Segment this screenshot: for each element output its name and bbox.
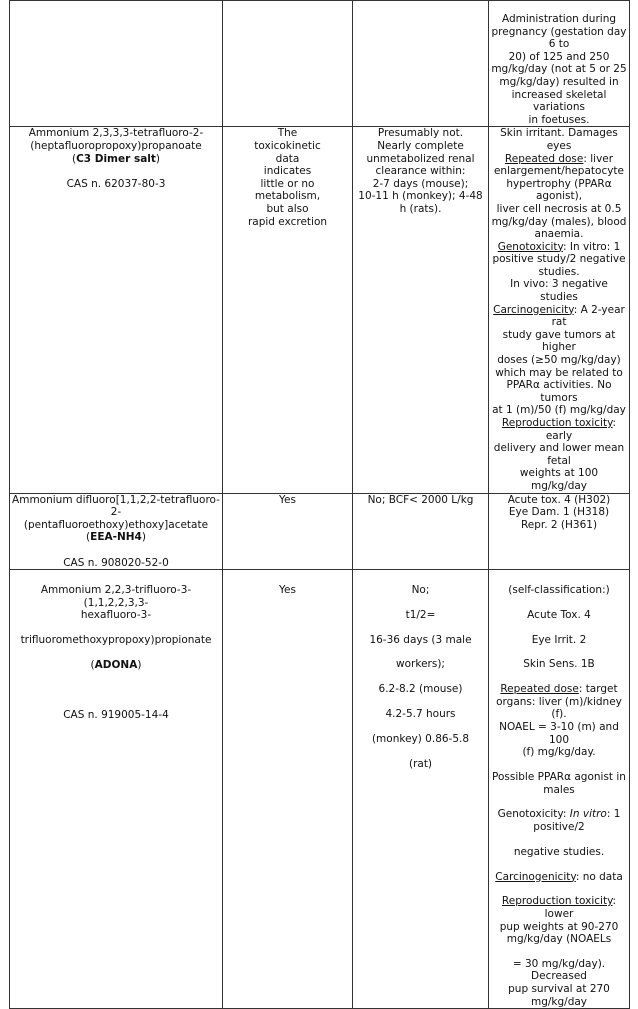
table-row bbox=[10, 127, 630, 493]
toxicokinetics-line: but also bbox=[266, 202, 309, 215]
toxicokinetics-line: data bbox=[275, 152, 300, 165]
genotoxicity-label: Genotoxicity: bbox=[497, 808, 570, 821]
classification-line: Eye Dam. 1 (H318) bbox=[508, 506, 610, 519]
substance-name-line: Ammonium difluoro[1,1,2,2-tetrafluoro-2- bbox=[12, 493, 220, 519]
toxicity-cell bbox=[489, 493, 630, 570]
bioaccumulation-cell bbox=[353, 1, 489, 127]
repeated-dose-label: Repeated dose bbox=[500, 683, 579, 696]
substance-cell: Ammonium 2,3,3,3-tetrafluoro-2- (heptafluoropropoxy)propanoate (C3 Dimer salt) CAS n. 62037-80-3 bbox=[10, 127, 223, 493]
bioaccumulation-line: h (rats). bbox=[399, 202, 442, 215]
toxicity-line: 20) of 125 and 250 bbox=[508, 50, 610, 63]
cas-number: CAS n. 62037-80-3 bbox=[66, 177, 166, 190]
substance-name-line: Ammonium 2,3,3,3-tetrafluoro-2- bbox=[28, 127, 204, 140]
cas-number: CAS n. 908020-52-0 bbox=[63, 556, 169, 569]
bioaccumulation-value: No; BCF< 2000 L/kg bbox=[367, 493, 474, 506]
toxicity-line: Administration during bbox=[501, 13, 617, 25]
substance-cell: Ammonium 2,2,3-trifluoro-3-(1,1,2,2,3,3- hexafluoro-3- trifluoromethoxypropoxy)propionate (ADONA) CAS n. 919005-14-4 bbox=[10, 570, 223, 1009]
toxicity-line: mg/kg/day) resulted in bbox=[499, 75, 619, 88]
toxicity-cell: Skin irritant. Damages eyes Repeated dose: liver enlargement/hepatocyte hypertrophy (PPARα agonist), liver cell necrosis at 0.5 mg/kg/day (males), blood anaemia. Genotoxicity: In vitro: 1 positive study/2 negative studies. In vivo: 3 negative studies Carcinogenicity: A 2-year rat study gave tumors at higher doses (≥50 mg/kg/day) which may be related to PPARα activities. No tumors at 1 (m)/50 (f) mg/kg/day Reproduction toxicity: early delivery and lower mean fetal weights at 100 mg/kg/day bbox=[489, 127, 630, 493]
toxicokinetics-line: little or no bbox=[260, 177, 315, 190]
reproduction-toxicity-label: Reproduction toxicity bbox=[501, 417, 613, 429]
genotoxicity-label: Genotoxicity bbox=[497, 240, 563, 253]
toxicokinetics-line: rapid excretion bbox=[247, 215, 328, 228]
bioaccumulation-line: Nearly complete bbox=[377, 139, 464, 152]
substance-abbreviation: C3 Dimer salt bbox=[76, 152, 156, 165]
repeated-dose-label: Repeated dose bbox=[504, 152, 584, 165]
reproduction-toxicity-label: Reproduction toxicity bbox=[501, 895, 613, 908]
toxicity-line: in foetuses. bbox=[528, 113, 590, 126]
toxicity-line: mg/kg/day (not at 5 or 25 bbox=[491, 63, 627, 76]
substance-cell bbox=[10, 1, 223, 127]
toxicokinetics-line: metabolism, bbox=[254, 190, 321, 203]
bioaccumulation-line: clearance within: bbox=[375, 165, 466, 178]
substance-abbreviation: EEA-NH4 bbox=[90, 531, 142, 544]
cas-number: CAS n. 919005-14-4 bbox=[63, 708, 169, 721]
substance-cell: Ammonium difluoro[1,1,2,2-tetrafluoro-2- (pentafluoroethoxy)ethoxy]acetate (EEA-NH4) CAS n. 908020-52-0 bbox=[10, 493, 223, 570]
toxicokinetics-cell bbox=[223, 570, 353, 1009]
table-row bbox=[10, 570, 630, 1009]
toxicity-line: pregnancy (gestation day 6 to bbox=[491, 25, 627, 51]
toxicokinetics-line: indicates bbox=[263, 165, 312, 178]
substance-name-line: (heptafluoropropoxy)propanoate bbox=[30, 139, 202, 152]
substance-abbreviation: ADONA bbox=[94, 658, 138, 671]
classification-line: Repr. 2 (H361) bbox=[520, 518, 598, 531]
bioaccumulation-cell bbox=[353, 127, 489, 493]
table-row bbox=[10, 493, 630, 570]
toxicokinetics-cell bbox=[223, 127, 353, 493]
substance-name-line: (pentafluoroethoxy)ethoxy]acetate bbox=[23, 518, 209, 531]
toxicity-cell: (self-classification:) Acute Tox. 4 Eye Irrit. 2 Skin Sens. 1B Repeated dose: target organs: liver (m)/kidney (f). NOAEL = 3-10 (m) and 100 (f) mg/kg/day. Possible PPARα agonist in males Genotoxicity: In vitro: 1 positive/2 negative studies. Carcinogenicity: no data Reproduction toxicity: lower pup weights at 90-270 mg/kg/day (NOAELs = 30 mg/kg/day). Decreased pup survival at 270 mg/kg/day bbox=[489, 570, 630, 1009]
toxicokinetics-line: The bbox=[277, 127, 298, 140]
bioaccumulation-cell bbox=[353, 493, 489, 570]
classification-line: Acute tox. 4 (H302) bbox=[507, 493, 611, 506]
substance-table bbox=[9, 0, 630, 1009]
substance-name-line: hexafluoro-3- bbox=[80, 609, 152, 622]
carcinogenicity-label: Carcinogenicity bbox=[495, 870, 576, 883]
toxicity-line: Skin irritant. Damages eyes bbox=[500, 127, 618, 152]
toxicokinetics-cell bbox=[223, 1, 353, 127]
bioaccumulation-line: 2-7 days (mouse); bbox=[372, 177, 469, 190]
bioaccumulation-line: Presumably not. bbox=[377, 127, 464, 140]
substance-name-line: Ammonium 2,2,3-trifluoro-3-(1,1,2,2,3,3- bbox=[40, 584, 192, 609]
toxicokinetics-cell bbox=[223, 493, 353, 570]
carcinogenicity-label: Carcinogenicity bbox=[493, 303, 574, 316]
toxicokinetics-value: Yes bbox=[279, 493, 296, 506]
bioaccumulation-line: 10-11 h (monkey); 4-48 bbox=[358, 190, 483, 203]
substance-name-line: trifluoromethoxypropoxy)propionate bbox=[20, 633, 212, 646]
toxicity-cell bbox=[489, 1, 630, 127]
table-row bbox=[10, 1, 630, 127]
bioaccumulation-line: unmetabolized renal bbox=[366, 152, 475, 165]
bioaccumulation-cell: No; t1/2= 16-36 days (3 male workers); 6.2-8.2 (mouse) 4.2-5.7 hours (monkey) 0.86-5.8 (rat) bbox=[353, 570, 489, 1009]
toxicity-line: increased skeletal variations bbox=[511, 88, 607, 114]
toxicokinetics-value: Yes bbox=[279, 584, 296, 597]
toxicokinetics-line: toxicokinetic bbox=[254, 139, 321, 152]
